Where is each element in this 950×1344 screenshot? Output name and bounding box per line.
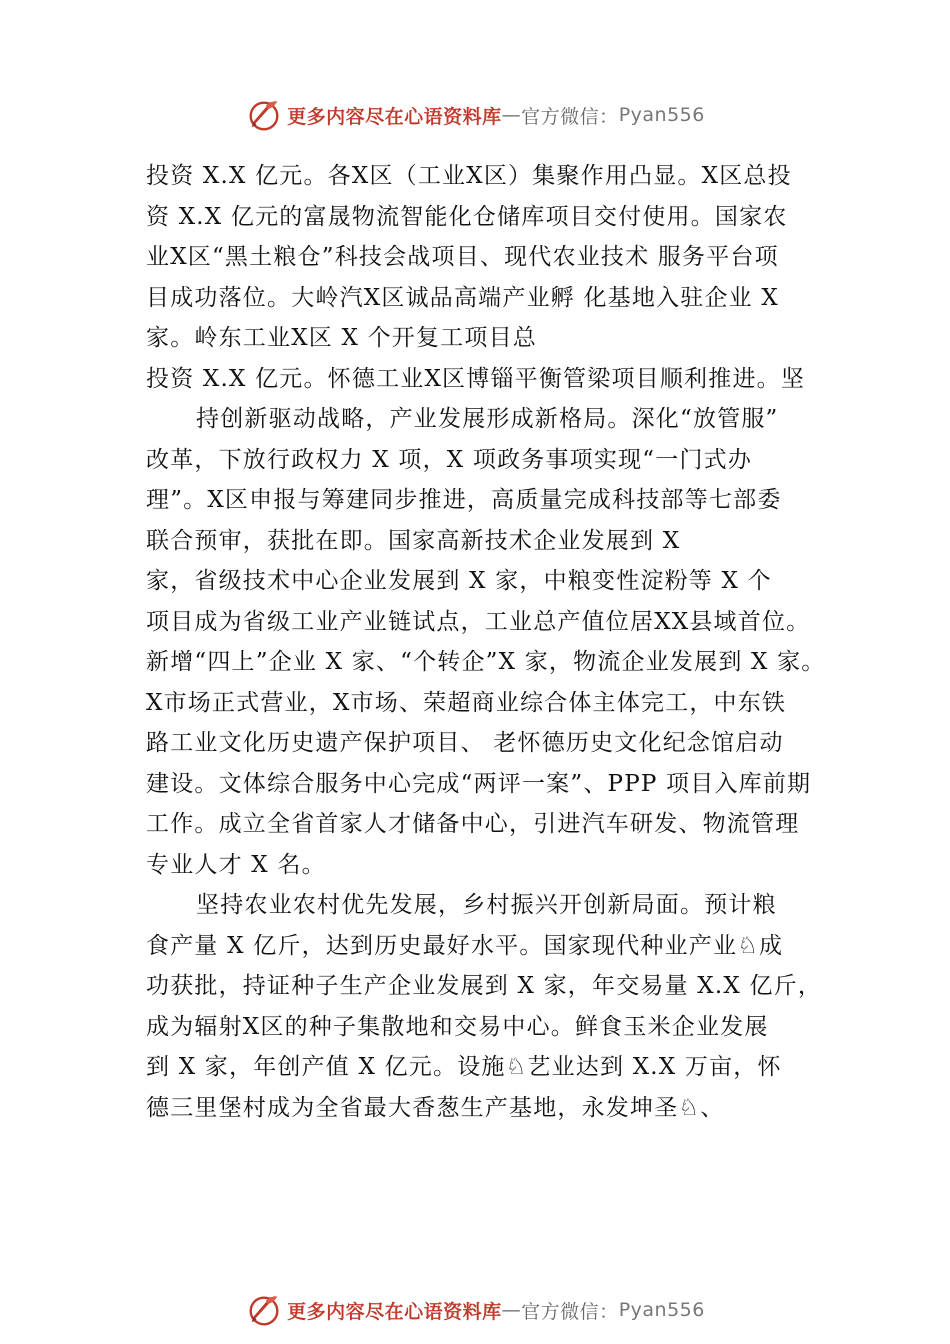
wechat-id: Pyan556 [618, 104, 705, 126]
text-line: 德三里堡村成为全省最大香葱生产基地，永发坤圣♘、 [146, 1094, 725, 1121]
text-line: 成为辐射Ⅹ区的种子集散地和交易中心。鲜食玉米企业发展 [146, 1013, 769, 1040]
text-line: 资 X.X 亿元的富晟物流智能化仓储库项目交付使用。国家农 [146, 203, 788, 230]
brand-text: 更多内容尽在心语资料库 [287, 1300, 502, 1323]
text-line: 坚持农业农村优先发展，乡村振兴开创新局面。预计粮 [196, 892, 777, 918]
header-banner [0, 95, 950, 135]
text-line: 联合预审，获批在即。国家高新技术企业发展到 X [146, 527, 681, 554]
text-line: 投资 X.X 亿元。怀德工业Ⅹ区博锱平衡管梁项目顺利推进。坚 [146, 365, 806, 392]
text-line: 工作。成立全省首家人才储备中心，引进汽车研发、物流管理 [146, 811, 800, 837]
text-line: 改革，下放行政权力 X 项，X 项政务事项实现“一门式办 [146, 446, 753, 473]
text-line: 投资 X.X 亿元。各Ⅹ区（工业Ⅹ区）集聚作用凸显。Ⅹ区总投 [146, 163, 792, 189]
quill-pen-circle-logo-icon [245, 96, 283, 134]
document-body [146, 156, 846, 1128]
text-line: 目成功落位。大岭汽Ⅹ区诚品高端产业孵 化基地入驻企业 X [146, 284, 779, 311]
text-line: 家。岭东工业Ⅹ区 X 个开复工项目总 [146, 325, 537, 351]
wechat-label: 官方微信： [521, 105, 619, 128]
text-line: 项目成为省级工业产业链试点，工业总产值位居XX县域首位。 [146, 608, 811, 635]
text-line: 持创新驱动战略，产业发展形成新格局。深化“放管服” [196, 406, 779, 432]
text-line: 专业人才 X 名。 [146, 851, 326, 878]
text-line: 到 X 家，年创产值 X 亿元。设施♘艺业达到 X.X 万亩，怀 [146, 1054, 782, 1080]
wechat-label: 官方微信： [521, 1300, 619, 1323]
text-line: 理”。Ⅹ区申报与筹建同步推进，高质量完成科技部等七部委 [146, 487, 782, 513]
text-line: 路工业文化历史遗产保护项目、 老怀德历史文化纪念馆启动 [146, 730, 784, 756]
banner-separator: — [501, 1299, 522, 1321]
quill-pen-circle-logo-icon [245, 1291, 283, 1329]
text-line: 新增“四上”企业 X 家、“个转企”X 家，物流企业发展到 X 家。 [146, 649, 826, 675]
text-line: 家，省级技术中心企业发展到 X 家，中粮变性淀粉等 X 个 [146, 568, 772, 594]
text-line: 食产量 X 亿斤，达到历史最好水平。国家现代种业产业♘成 [146, 932, 784, 959]
text-line: 功获批，持证种子生产企业发展到 X 家，年交易量 X.X 亿斤， [146, 973, 823, 999]
text-line: 建设。文体综合服务中心完成“两评一案”、PPP 项目入库前期 [146, 770, 812, 797]
banner-separator: — [501, 104, 522, 126]
footer-banner [0, 1290, 950, 1330]
wechat-id: Pyan556 [618, 1299, 705, 1321]
text-line: Ⅹ市场正式营业，Ⅹ市场、荣超商业综合体主体完工，中东铁 [146, 689, 787, 716]
text-line: 业Ⅹ区“黑土粮仓”科技会战项目、现代农业技术 服务平台项 [146, 244, 779, 270]
brand-text: 更多内容尽在心语资料库 [287, 105, 502, 128]
